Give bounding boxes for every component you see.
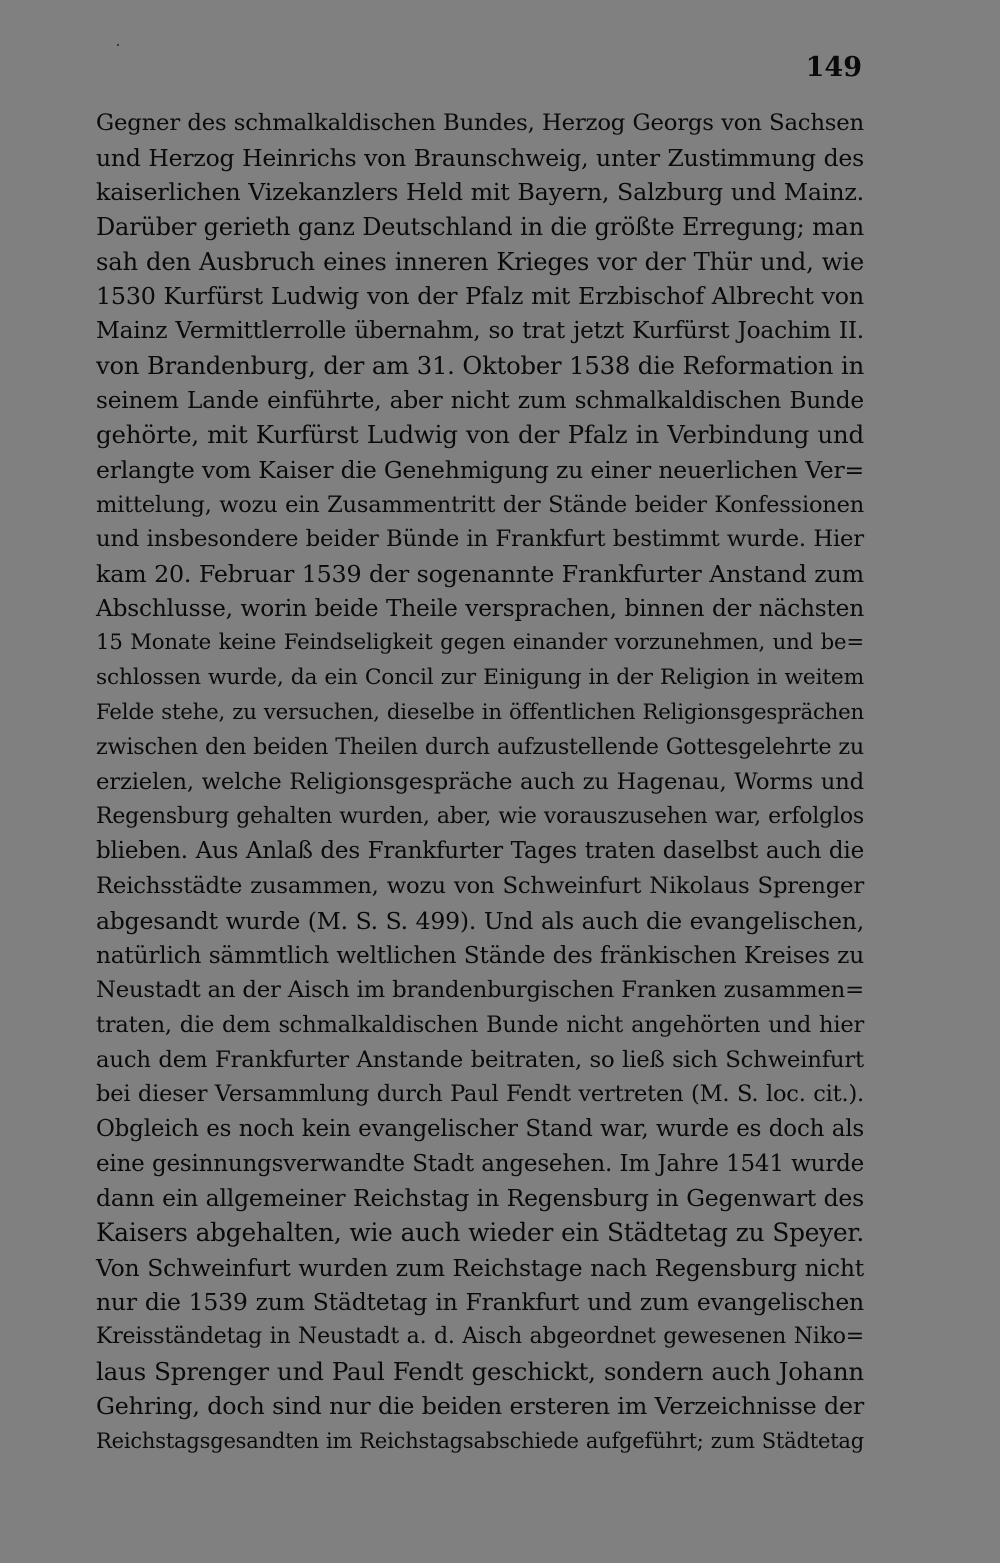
paper-speck [117, 44, 119, 46]
text-line: erzielen, welche Religionsgespräche auch zu Hagenau, Worms und [96, 769, 864, 796]
text-line: und Herzog Heinrichs von Braunschweig, unter Zustimmung des [96, 143, 864, 172]
text-line: Regensburg gehalten wurden, aber, wie vorauszusehen war, erfolglos [96, 803, 864, 829]
text-line: Reichsstädte zusammen, wozu von Schweinfurt Nikolaus Sprenger [96, 873, 864, 900]
text-line: gehörte, mit Kurfürst Ludwig von der Pfalz in Verbindung und [96, 420, 864, 450]
text-line: und insbesondere beider Bünde in Frankfurt bestimmt wurde. Hier [96, 526, 864, 553]
text-line: 15 Monate keine Feindseligkeit gegen einander vorzunehmen, und be= [96, 630, 864, 656]
text-line: Mainz Vermittlerrolle übernahm, so trat jetzt Kurfürst Joachim II. [96, 317, 864, 345]
text-line: Kaisers abgehalten, wie auch wieder ein Städtetag zu Speyer. [96, 1218, 864, 1247]
text-line: Gegner des schmalkaldischen Bundes, Herzog Georgs von Sachsen [96, 110, 864, 136]
text-line: eine gesinnungsverwandte Stadt angesehen. Im Jahre 1541 wurde [96, 1150, 864, 1177]
text-line: nur die 1539 zum Städtetag in Frankfurt und zum evangelischen [96, 1288, 864, 1317]
page-number: 149 [805, 52, 862, 83]
text-line: Darüber gerieth ganz Deutschland in die größte Erregung; man [96, 213, 864, 242]
text-line: bei dieser Versammlung durch Paul Fendt vertreten (M. S. loc. cit.). [96, 1081, 864, 1108]
body-text [96, 106, 864, 1459]
text-line: Von Schweinfurt wurden zum Reichstage nach Regensburg nicht [96, 1253, 864, 1282]
text-line: 1530 Kurfürst Ludwig von der Pfalz mit Erzbischof Albrecht von [96, 282, 864, 311]
text-line: kam 20. Februar 1539 der sogenannte Frankfurter Anstand zum [96, 559, 864, 588]
text-line: schlossen wurde, da ein Concil zur Einigung in der Religion in weitem [96, 665, 864, 690]
text-line: sah den Ausbruch eines inneren Krieges vor der Thür und, wie [96, 246, 864, 276]
text-line: Abschlusse, worin beide Theile versprachen, binnen der nächsten [96, 594, 864, 622]
text-line: traten, die dem schmalkaldischen Bunde nicht angehörten und hier [96, 1011, 864, 1038]
text-line: blieben. Aus Anlaß des Frankfurter Tages traten daselbst auch die [96, 838, 864, 865]
text-line: Gehring, doch sind nur die beiden ersteren im Verzeichnisse der [96, 1392, 864, 1421]
text-line: Reichstagsgesandten im Reichstagsabschiede aufgeführt; zum Städtetag [96, 1429, 864, 1454]
text-line: Obgleich es noch kein evangelischer Stand war, wurde es doch als [96, 1115, 864, 1142]
text-line: von Brandenburg, der am 31. Oktober 1538 die Reformation in [96, 350, 864, 380]
text-line: Felde stehe, zu versuchen, dieselbe in öffentlichen Religionsgesprächen [96, 699, 864, 725]
text-line: abgesandt wurde (M. S. S. 499). Und als auch die evangelischen, [96, 906, 864, 935]
text-line: erlangte vom Kaiser die Genehmigung zu einer neuerlichen Ver= [96, 455, 864, 484]
text-line: Neustadt an der Aisch im brandenburgischen Franken zusammen= [96, 977, 864, 1004]
text-line: dann ein allgemeiner Reichstag in Regensburg in Gegenwart des [96, 1184, 864, 1213]
text-line: natürlich sämmtlich weltlichen Stände des fränkischen Kreises zu [96, 941, 864, 969]
text-line: seinem Lande einführte, aber nicht zum schmalkaldischen Bunde [96, 386, 864, 414]
text-line: auch dem Frankfurter Anstande beitraten, so ließ sich Schweinfurt [96, 1046, 864, 1073]
text-line: mittelung, wozu ein Zusammentritt der Stände beider Konfessionen [96, 491, 864, 518]
text-line: laus Sprenger und Paul Fendt geschickt, sondern auch Johann [96, 1356, 864, 1386]
text-line: zwischen den beiden Theilen durch aufzustellende Gottesgelehrte zu [96, 734, 864, 761]
text-line: kaiserlichen Vizekanzlers Held mit Bayern, Salzburg und Mainz. [96, 178, 864, 207]
text-line: Kreisständetag in Neustadt a. d. Aisch abgeordnet gewesenen Niko= [96, 1324, 864, 1350]
